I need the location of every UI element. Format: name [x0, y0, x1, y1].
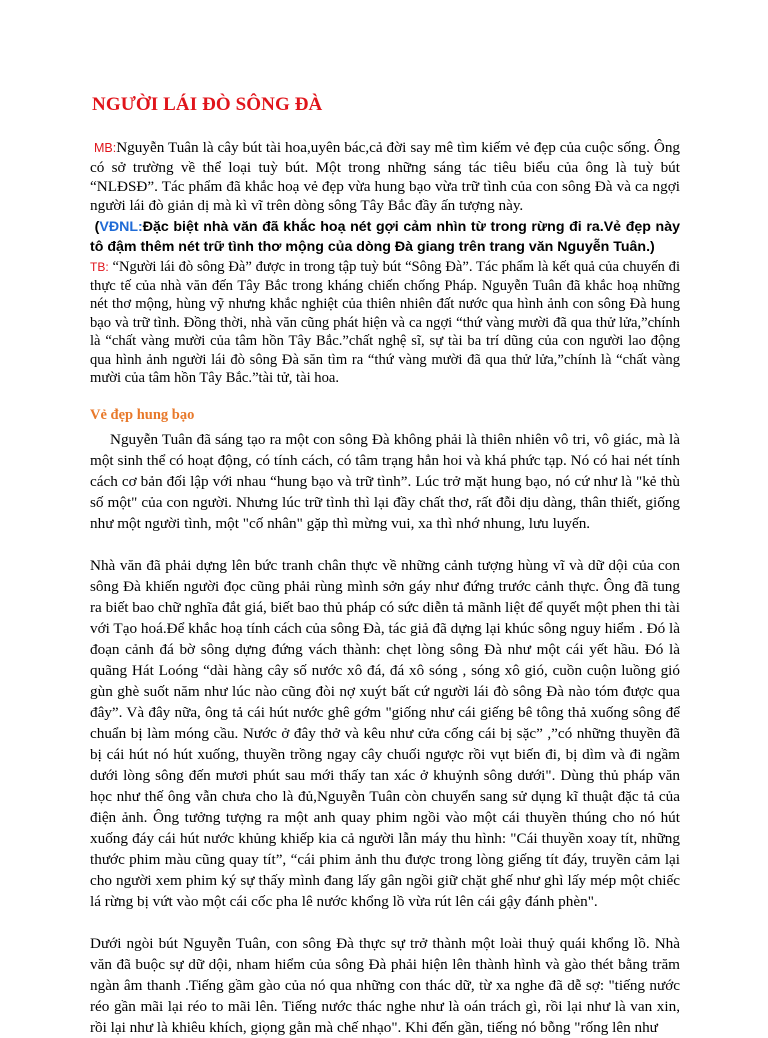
tb-paragraph	[90, 258, 680, 388]
tb-label: TB:	[90, 260, 109, 274]
mb-label: MB:	[93, 141, 117, 155]
document-body	[90, 138, 680, 1038]
vdnl-text: Đặc biệt nhà văn đã khắc hoạ nét gợi cảm nhìn từ trong rừng đi ra.Vẻ đẹp này tô đậm thêm nét trữ tình thơ mộng của dòng Đà giang trên trang văn Nguyễn Tuân.)	[90, 219, 680, 255]
document-title: NGƯỜI LÁI ĐÒ SÔNG ĐÀ	[92, 94, 323, 115]
body-paragraph-1: Nguyễn Tuân đã sáng tạo ra một con sông Đà không phải là thiên nhiên vô tri, vô giác, mà là một sinh thể có hoạt động, có tính cách, có tâm trạng hẳn hoi và khá phức tạp. Nó có hai nét tính cách cơ bản đối lập với nhau “hung bạo và trữ tình”. Lúc trở mặt hung bạo, nó cứ như là "kẻ thù số một" của con người. Nhưng lúc trữ tình thì lại đầy chất thơ, rất đỗi dịu dàng, thân thiết, giống như một người tình, một "cố nhân" gặp thì mừng vui, xa thì nhớ nhung, lưu luyến.	[90, 430, 680, 532]
vdnl-label: VĐNL:	[99, 219, 143, 235]
tb-text: “Người lái đò sông Đà” được in trong tập tuỳ bút “Sông Đà”. Tác phẩm là kết quả của chuyến đi thực tế của nhà văn đến Tây Bắc trong kháng chiến chống Pháp. Nguyễn Tuân đã khắc hoạ những nét thơ mộng, hùng vỹ nhưng khắc nghiệt của thiên nhiên đất nước qua hình ảnh con sông Đà hung bạo và trữ tình. Đồng thời, nhà văn cũng phát hiện và ca ngợi “thứ vàng mười đã qua thử lửa,”chính là “chất vàng mười của tâm hồn Tây Bắc.”chất nghệ sĩ, sự tài ba trí dũng của con người lao động qua hình ảnh người lái đò sông Đà săn tìm ra “thứ vàng mười đã qua thử lửa,”chính là “chất vàng mười của tâm hồn Tây Bắc.”tài tử, tài hoa.	[90, 259, 680, 386]
vdnl-open-paren: (	[94, 219, 100, 235]
section-heading: Vẻ đẹp hung bạo	[90, 406, 195, 423]
body-paragraph-2: Nhà văn đã phải dựng lên bức tranh chân thực về những cảnh tượng hùng vĩ và dữ dội của con sông Đà khiến người đọc cũng phải rùng mình sởn gáy như đứng trước cảnh thực. Ông đã tung ra biết bao chữ nghĩa đắt giá, biết bao thủ pháp có sức diễn tả mãnh liệt để quyết một phen thi tài với Tạo hoá.Để khắc hoạ tính cách của sông Đà, tác giả đã dựng lại khúc sông nguy hiểm . Đó là đoạn cảnh đá bờ sông dựng đứng vách thành: chẹt lòng sông Đà như một cái yết hầu. Đó là quãng Hát Loóng “dài hàng cây số nước xô đá, đá xô sóng , sóng xô gió, cuồn cuộn luồng gió gùn ghè suốt năm như lúc nào cũng đòi nợ xuýt bất cứ người lái đò sông Đà nào tóm được qua đây”. Và đây nữa, ông tả cái hút nước ghê gớm "giống như cái giếng bê tông thả xuống sông để chuẩn bị làm móng cầu. Nước ở đây thở và kêu như cửa cống cái bị sặc” ,”có những thuyền đã bị cái hút nó hút xuống, thuyền trồng ngay cây chuối ngược rồi vụt biến đi, bị dìm và đi ngầm dưới lòng sông đến mươi phút sau mới thấy tan xác ở khuỷnh sông dưới". Dùng thủ pháp văn học như thế ông vẫn chưa cho là đủ,Nguyễn Tuân còn chuyển sang sử dụng kĩ thuật đặc tả của điện ảnh. Ông tưởng tượng ra một anh quay phim ngồi vào một cái thuyền thúng cho nó hút xuống đáy cái hút nước khủng khiếp kia cả người lẫn máy thu hình: "Cái thuyền xoay tít, những thước phim màu cũng quay tít”, “cái phim ảnh thu được trong lòng giếng tít đáy, truyền cảm lại cho người xem phim ký sự thấy mình đang lấy gân ngồi giữ chặt ghế như ghì lấy mép một chiếc lá rừng bị vứt vào một cái cốc pha lê nước khổng lồ vừa rút lên cái gậy đánh phèn".	[90, 556, 680, 910]
mb-text: Nguyễn Tuân là cây bút tài hoa,uyên bác,cả đời say mê tìm kiếm vẻ đẹp của cuộc sống. Ông có sở trường về thể loại tuỳ bút. Một trong những sáng tác tiêu biểu của ông là tuỳ bút “NLĐSĐ”. Tác phẩm đã khắc hoạ vẻ đẹp vừa hung bạo vừa trữ tình của con sông Đà và ca ngợi người lái đò giản dị mà kì vĩ trên dòng sông Tây Bắc đầy ấn tượng này.	[90, 139, 681, 214]
vdnl-paragraph	[90, 217, 680, 257]
body-paragraph-3: Dưới ngòi bút Nguyễn Tuân, con sông Đà thực sự trở thành một loài thuỷ quái khổng lồ. Nhà văn đã buộc sự dữ dội, nham hiểm của sông Đà phải hiện lên thành hình và gào thét bằng trăm ngàn âm thanh .Tiếng gầm gào của nó qua những con thác dữ, từ xa nghe đã dễ sợ: "tiếng nước réo gần mãi lại réo to mãi lên. Tiếng nước thác nghe như là oán trách gì, rồi lại như là van xin, rồi lại như là khiêu khích, giọng gằn mà chế nhạo". Khi đến gần, tiếng nó bỗng "rống lên như	[90, 934, 680, 1036]
intro-mb-paragraph	[90, 138, 680, 215]
